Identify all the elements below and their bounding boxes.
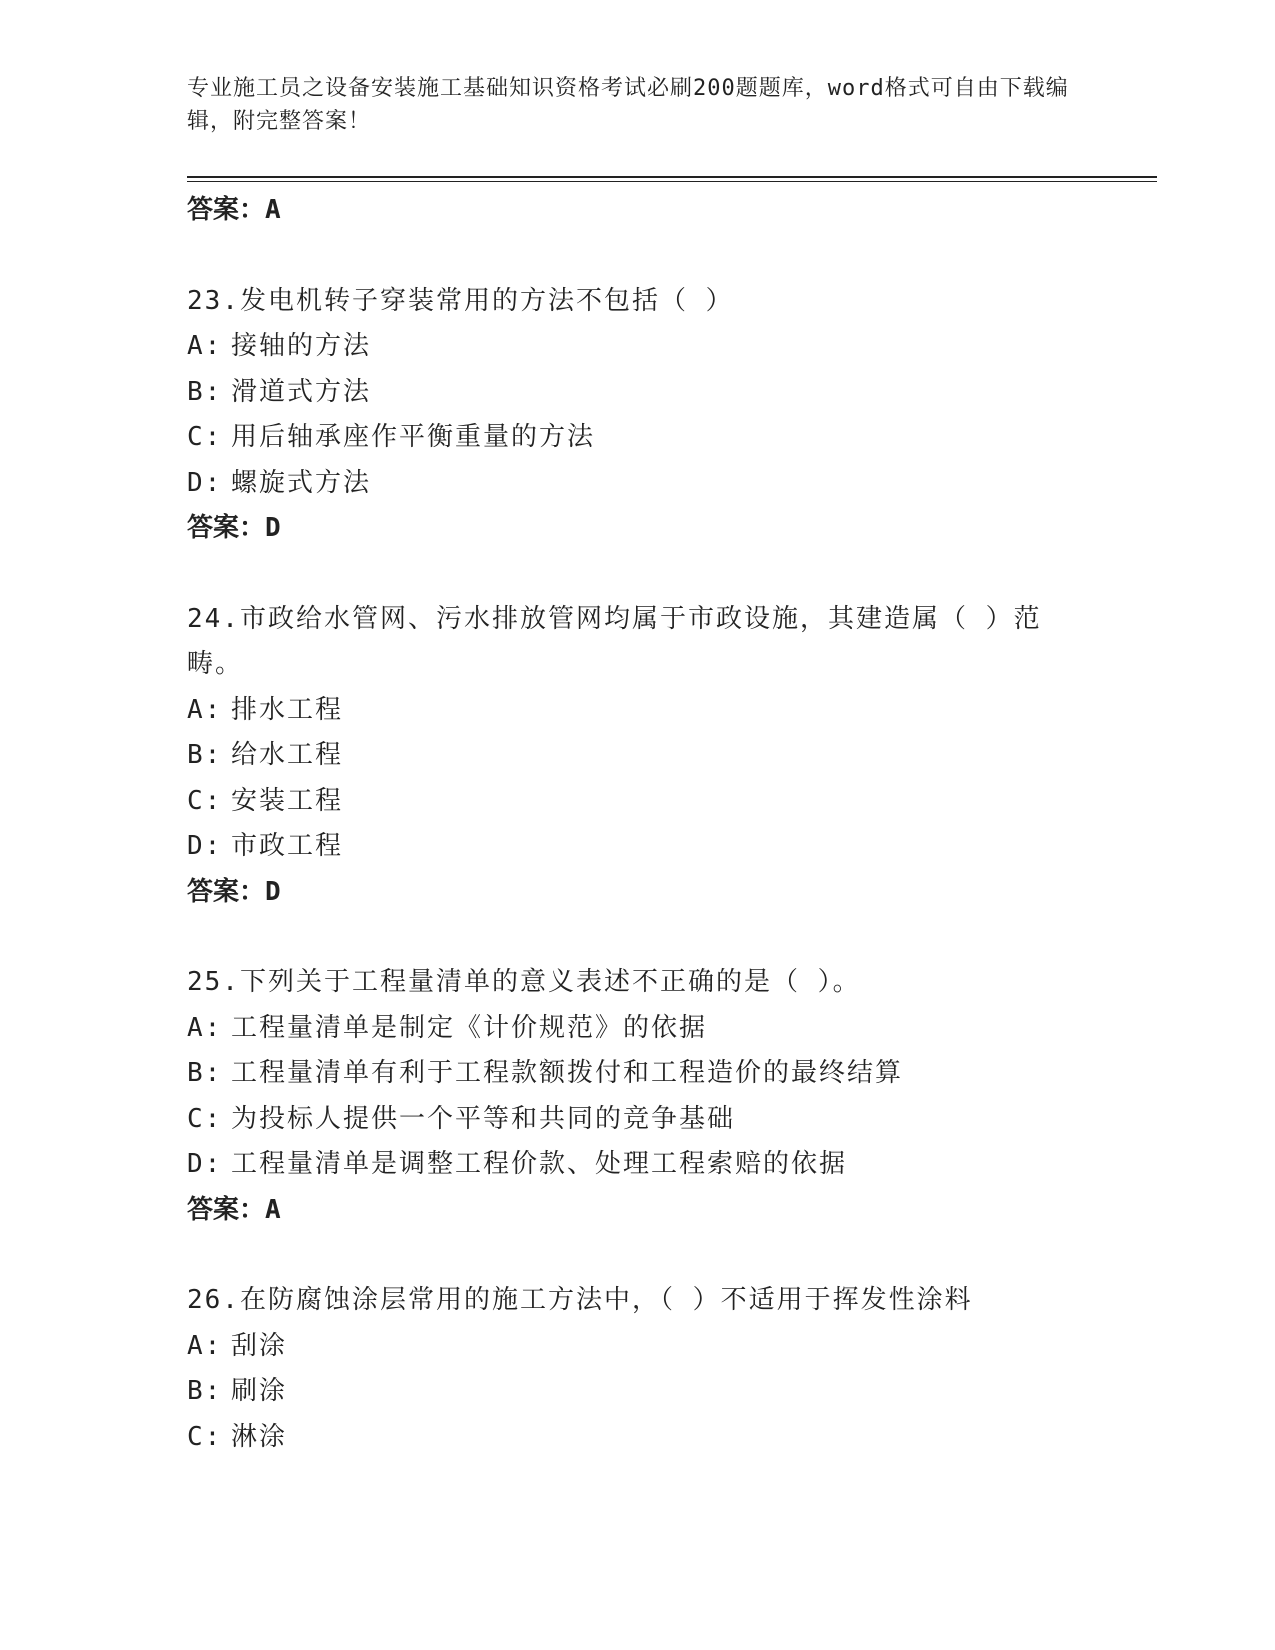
spacer [187, 234, 1157, 279]
option-text: 工程量清单是制定《计价规范》的依据 [231, 1012, 708, 1043]
answer-prefix: 答案： [187, 1194, 266, 1225]
option-label: C: [187, 1103, 223, 1134]
option-text: 市政工程 [231, 831, 344, 861]
option-label: D: [187, 467, 223, 498]
option-text: 为投标人提供一个平等和共同的竞争基础 [231, 1103, 736, 1134]
question-block [187, 597, 1157, 916]
option-text: 滑道式方法 [231, 376, 372, 407]
header-rule-thin [187, 181, 1157, 182]
option-line [187, 779, 1157, 825]
question-block [187, 279, 1157, 552]
question-text: 24.市政给水管网、污水排放管网均属于市政设施，其建造属（ ）范畴。 [187, 603, 1042, 679]
question-block [187, 1278, 1157, 1460]
option-line [187, 415, 1157, 461]
option-text: 工程量清单是调整工程价款、处理工程索赔的依据 [231, 1149, 848, 1179]
option-label: C: [187, 785, 223, 816]
answer-prefix: 答案： [187, 513, 266, 543]
option-line [187, 1142, 1157, 1188]
header-rule-thick [187, 176, 1157, 178]
option-text: 工程量清单有利于工程款额拨付和工程造价的最终结算 [231, 1058, 904, 1088]
spacer [187, 552, 1157, 597]
answer-value: D [265, 876, 281, 907]
option-label: B: [187, 740, 223, 770]
answer-value: A [265, 1194, 281, 1225]
option-text: 接轴的方法 [231, 331, 372, 361]
option-label: A: [187, 1012, 223, 1043]
option-text: 螺旋式方法 [231, 467, 372, 498]
answer-line [187, 188, 1157, 234]
answer-line [187, 506, 1157, 552]
option-label: B: [187, 1058, 223, 1088]
answer-prefix: 答案： [187, 876, 266, 907]
option-line [187, 324, 1157, 370]
option-line [187, 688, 1157, 734]
question-text: 23.发电机转子穿装常用的方法不包括（ ） [187, 285, 734, 316]
option-text: 刷涂 [231, 1376, 288, 1406]
option-label: B: [187, 376, 223, 407]
answer-value: A [265, 195, 281, 225]
answer-line [187, 1188, 1157, 1234]
question-text: 26.在防腐蚀涂层常用的施工方法中，（ ）不适用于挥发性涂料 [187, 1285, 973, 1315]
option-line [187, 1097, 1157, 1143]
spacer [187, 915, 1157, 960]
option-line [187, 1415, 1157, 1461]
option-text: 用后轴承座作平衡重量的方法 [231, 422, 596, 452]
option-line [187, 824, 1157, 870]
option-line [187, 1051, 1157, 1097]
answer-prefix: 答案： [187, 195, 266, 225]
option-text: 安装工程 [231, 785, 344, 816]
option-text: 给水工程 [231, 740, 344, 770]
option-line [187, 733, 1157, 779]
option-label: A: [187, 1330, 223, 1361]
option-line [187, 1324, 1157, 1370]
question-text: 25.下列关于工程量清单的意义表述不正确的是（ ）。 [187, 967, 861, 997]
option-text: 排水工程 [231, 694, 344, 725]
question-block [187, 960, 1157, 1233]
option-label: C: [187, 422, 223, 452]
option-text: 淋涂 [231, 1421, 288, 1452]
option-line [187, 370, 1157, 416]
spacer [187, 1233, 1157, 1278]
option-line [187, 1006, 1157, 1052]
option-label: D: [187, 1149, 223, 1179]
document-header: 专业施工员之设备安装施工基础知识资格考试必刷200题题库，word格式可自由下载编辑，附完整答案！ [187, 76, 1069, 134]
option-label: D: [187, 831, 223, 861]
option-label: A: [187, 694, 223, 725]
answer-line [187, 870, 1157, 916]
option-text: 刮涂 [231, 1330, 288, 1361]
question-list [187, 188, 1157, 1460]
option-label: C: [187, 1421, 223, 1452]
option-label: A: [187, 331, 223, 361]
answer-value: D [265, 513, 281, 543]
option-line [187, 461, 1157, 507]
option-label: B: [187, 1376, 223, 1406]
option-line [187, 1369, 1157, 1415]
